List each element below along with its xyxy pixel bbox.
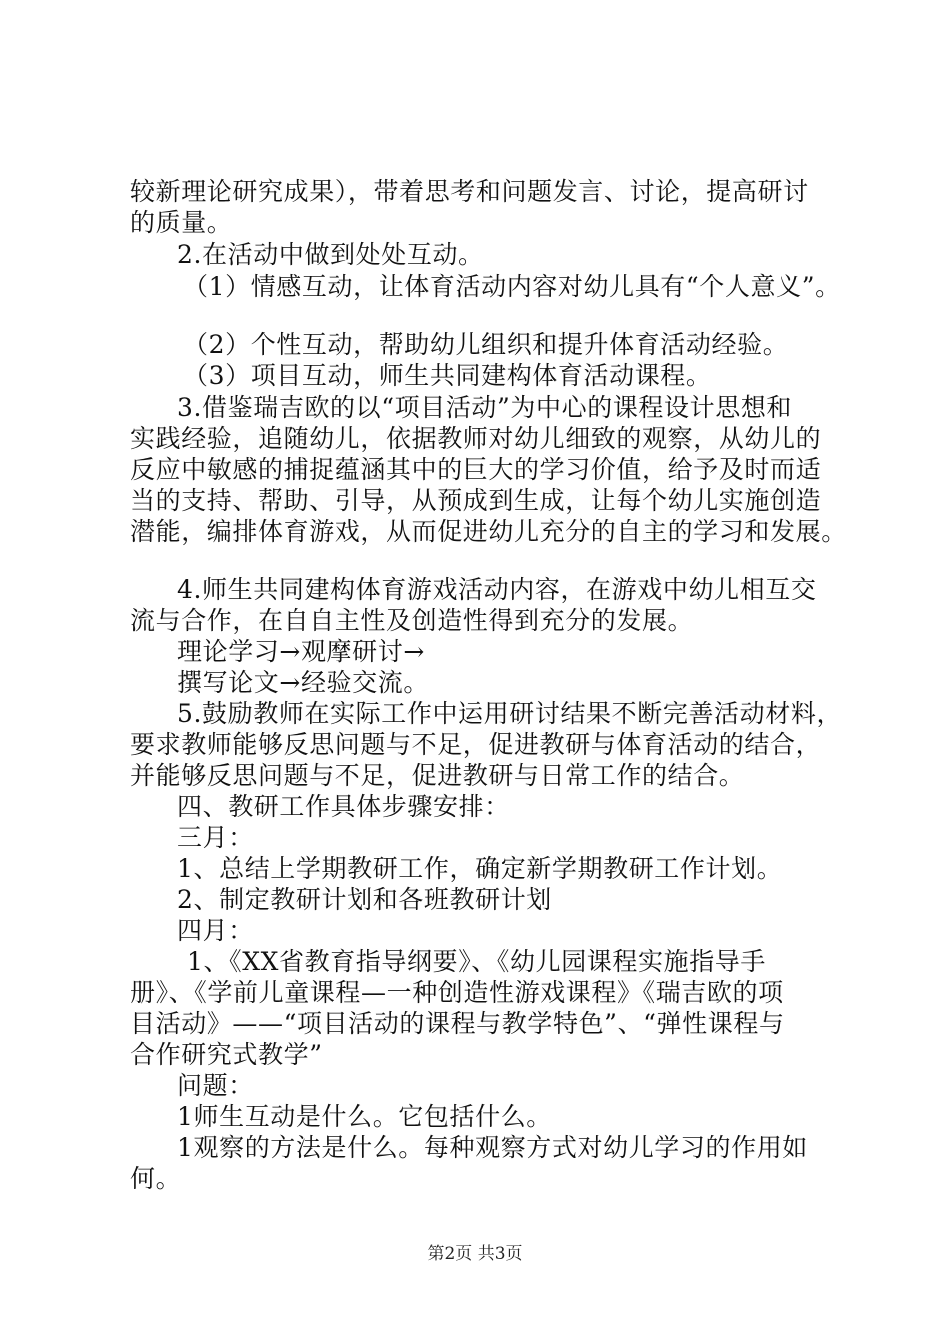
paragraph-line: 并能够反思问题与不足，促进教研与日常工作的结合。 <box>130 761 745 790</box>
page-footer: 第2页 共3页 <box>427 1244 523 1264</box>
paragraph-line: 1、《XX省教育指导纲要》、《幼儿园课程实施指导手 <box>187 947 767 976</box>
paragraph-line: 2、制定教研计划和各班教研计划 <box>177 885 552 914</box>
paragraph-line: 3.借鉴瑞吉欧的以“项目活动”为中心的课程设计思想和 <box>177 393 793 422</box>
paragraph-line: 较新理论研究成果），带着思考和问题发言、讨论，提高研讨 <box>130 177 809 206</box>
paragraph-line: 流与合作，在自自主性及创造性得到充分的发展。 <box>130 606 694 635</box>
paragraph-line: 4.师生共同建构体育游戏活动内容，在游戏中幼儿相互交 <box>177 575 817 604</box>
paragraph-line: （2）个性互动，帮助幼儿组织和提升体育活动经验。 <box>183 330 789 359</box>
paragraph-line: （1）情感互动，让体育活动内容对幼儿具有“个人意义”。 <box>183 272 841 301</box>
paragraph-line: （3）项目互动，师生共同建构体育活动课程。 <box>183 361 712 390</box>
section-heading: 四、教研工作具体步骤安排： <box>177 792 510 821</box>
paragraph-line: 撰写论文→经验交流。 <box>177 668 429 697</box>
paragraph-line: 问题： <box>177 1071 254 1100</box>
paragraph-line: 目活动》——“项目活动的课程与教学特色”、“弹性课程与 <box>130 1009 785 1038</box>
paragraph-line: 当的支持、帮助、引导，从预成到生成，让每个幼儿实施创造 <box>130 486 822 515</box>
paragraph-line: 2.在活动中做到处处互动。 <box>177 240 484 269</box>
paragraph-line: 的质量。 <box>130 208 233 237</box>
paragraph-line: 1观察的方法是什么。每种观察方式对幼儿学习的作用如 <box>177 1133 808 1162</box>
paragraph-line: 合作研究式教学” <box>130 1040 323 1069</box>
paragraph-line: 何。 <box>130 1164 182 1193</box>
paragraph-line: 1、总结上学期教研工作，确定新学期教研工作计划。 <box>177 854 783 883</box>
month-heading: 三月： <box>177 823 254 852</box>
paragraph-line: 要求教师能够反思问题与不足，促进教研与体育活动的结合， <box>130 730 822 759</box>
month-heading: 四月： <box>177 916 254 945</box>
paragraph-line: 实践经验，追随幼儿，依据教师对幼儿细致的观察，从幼儿的 <box>130 424 822 453</box>
paragraph-line: 潜能，编排体育游戏，从而促进幼儿充分的自主的学习和发展。 <box>130 517 847 546</box>
paragraph-line: 1师生互动是什么。它包括什么。 <box>177 1102 552 1131</box>
paragraph-line: 理论学习→观摩研讨→ <box>177 637 425 666</box>
paragraph-line: 册》、《学前儿童课程—一种创造性游戏课程》《瑞吉欧的项 <box>130 978 784 1007</box>
paragraph-line: 5.鼓励教师在实际工作中运用研讨结果不断完善活动材料， <box>177 699 843 728</box>
paragraph-line: 反应中敏感的捕捉蕴涵其中的巨大的学习价值，给予及时而适 <box>130 455 822 484</box>
